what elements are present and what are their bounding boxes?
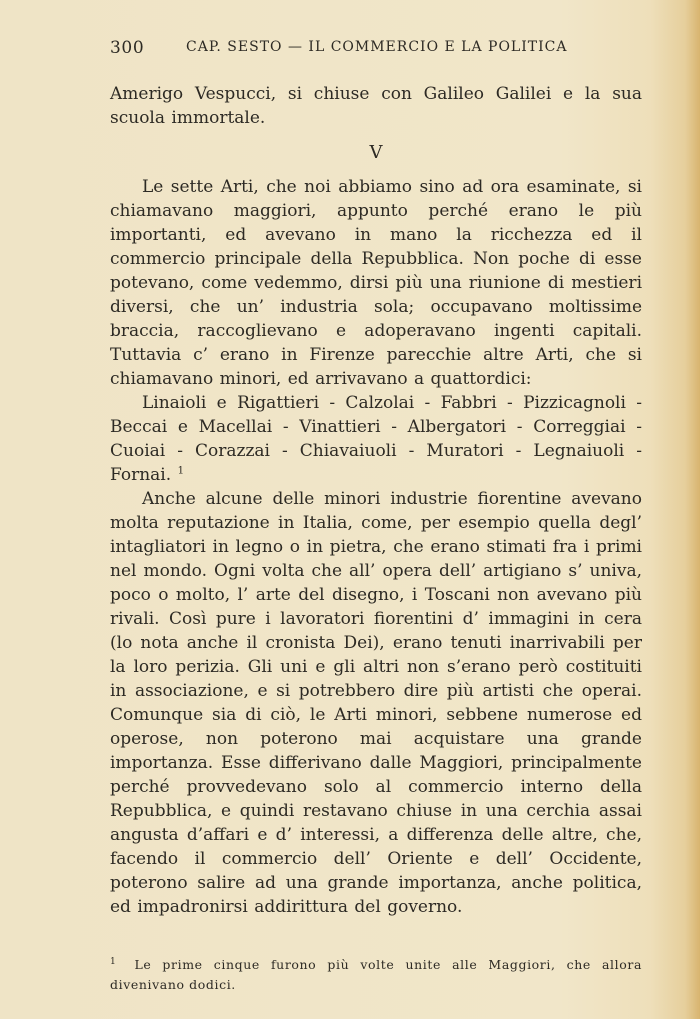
footnote-mark: 1 — [110, 957, 117, 967]
page-header — [110, 38, 650, 64]
minor-arts-list-text: Linaioli e Rigattieri - Calzolai - Fabbri - Pizzicagnoli - Beccai e Macellai - Vinattieri - Albergatori - Correggiai - Cuoiai - Corazzai - Chiavaiuoli - Muratori - Legnaiuoli - Fornai. — [110, 393, 642, 485]
page-number: 300 — [110, 38, 145, 58]
section-heading: V — [369, 142, 383, 163]
footnote — [110, 952, 642, 995]
minor-arts-list — [110, 391, 642, 487]
paragraph-2: Anche alcune delle minori industrie fiorentine avevano molta reputazione in Italia, come, per esempio quella degl’ intagliatori in legno o in pietra, che erano stimati fra i primi nel mondo. Ogni volta che all’ opera dell’ artigiano s’ univa, poco o molto, l’ arte del disegno, i Toscani non avevano più rivali. Così pure i lavoratori fiorentini d’ immagini in cera (lo nota anche il cronista Dei), erano tenuti inarrivabili per la loro perizia. Gli uni e gli altri non s’erano però costituiti in associazione, e si potrebbero dire più artisti che operai. Comunque sia di ciò, le Arti minori, sebbene numerose ed operose, non poterono mai acquistare una grande importanza. Esse differivano dalle Maggiori, principalmente perché provvedevano solo al commercio interno della Repubblica, e quindi restavano chiuse in una cerchia assai angusta d’affari e d’ interessi, a differenza delle altre, che, facendo il commercio dell’ Oriente e dell’ Occidente, poterono salire ad una grande importanza, anche politica, ed impadronirsi addirittura del governo. — [110, 489, 642, 917]
footnote-text: Le prime cinque furono più volte unite alle Maggiori, che allora divenivano dodici. — [110, 957, 642, 993]
paragraph-1: Le sette Arti, che noi abbiamo sino ad ora esaminate, si chiamavano maggiori, appunto perché erano le più importanti, ed avevano in mano la ricchezza ed il commercio principale della Repubblica. Non poche di esse potevano, come vedemmo, dirsi più una riunione di mestieri diversi, che un’ industria sola; occupavano moltissime braccia, raccoglievano e adoperavano ingenti capitali. Tuttavia c’ erano in Firenze parecchie altre Arti, che si chiamavano minori, ed arrivavano a quattordici: — [110, 177, 642, 389]
footnote-reference: 1 — [177, 465, 184, 477]
continued-paragraph: Amerigo Vespucci, si chiuse con Galileo Galilei e la sua scuola immortale. — [110, 84, 642, 128]
running-title: CAP. SESTO — IL COMMERCIO E LA POLITICA — [186, 39, 568, 55]
main-text — [110, 82, 642, 919]
